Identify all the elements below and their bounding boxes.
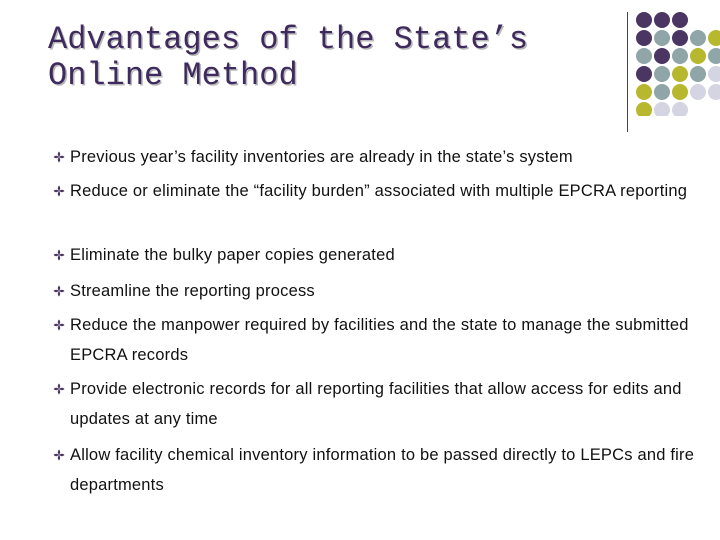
clover-bullet-icon — [53, 449, 65, 461]
bullet-item — [70, 374, 700, 434]
bullet-item — [70, 142, 700, 172]
bullet-item — [70, 176, 700, 206]
clover-bullet-icon — [53, 185, 65, 197]
bullet-text: Provide electronic records for all reporting facilities that allow access for edits and updates at any time — [70, 380, 682, 428]
bullet-item — [70, 276, 700, 306]
bullet-item — [70, 310, 700, 370]
bullet-item — [70, 240, 700, 270]
bullet-item — [70, 440, 700, 500]
bullet-text: Previous year’s facility inventories are already in the state’s system — [70, 148, 573, 166]
bullet-text: Reduce or eliminate the “facility burden” associated with multiple EPCRA reporting — [70, 182, 688, 200]
clover-bullet-icon — [53, 151, 65, 163]
bullet-text: Streamline the reporting process — [70, 282, 315, 300]
title-line-1: Advantages of the State’s — [48, 21, 529, 58]
clover-bullet-icon — [53, 383, 65, 395]
bullet-text: Reduce the manpower required by facilities and the state to manage the submitted EPCRA records — [70, 316, 689, 364]
bullet-text: Allow facility chemical inventory information to be passed directly to LEPCs and fire departments — [70, 446, 695, 494]
clover-bullet-icon — [53, 285, 65, 297]
bullet-text: Eliminate the bulky paper copies generated — [70, 246, 395, 264]
clover-bullet-icon — [53, 249, 65, 261]
title-line-2: Online Method — [48, 56, 298, 94]
clover-bullet-icon — [53, 319, 65, 331]
